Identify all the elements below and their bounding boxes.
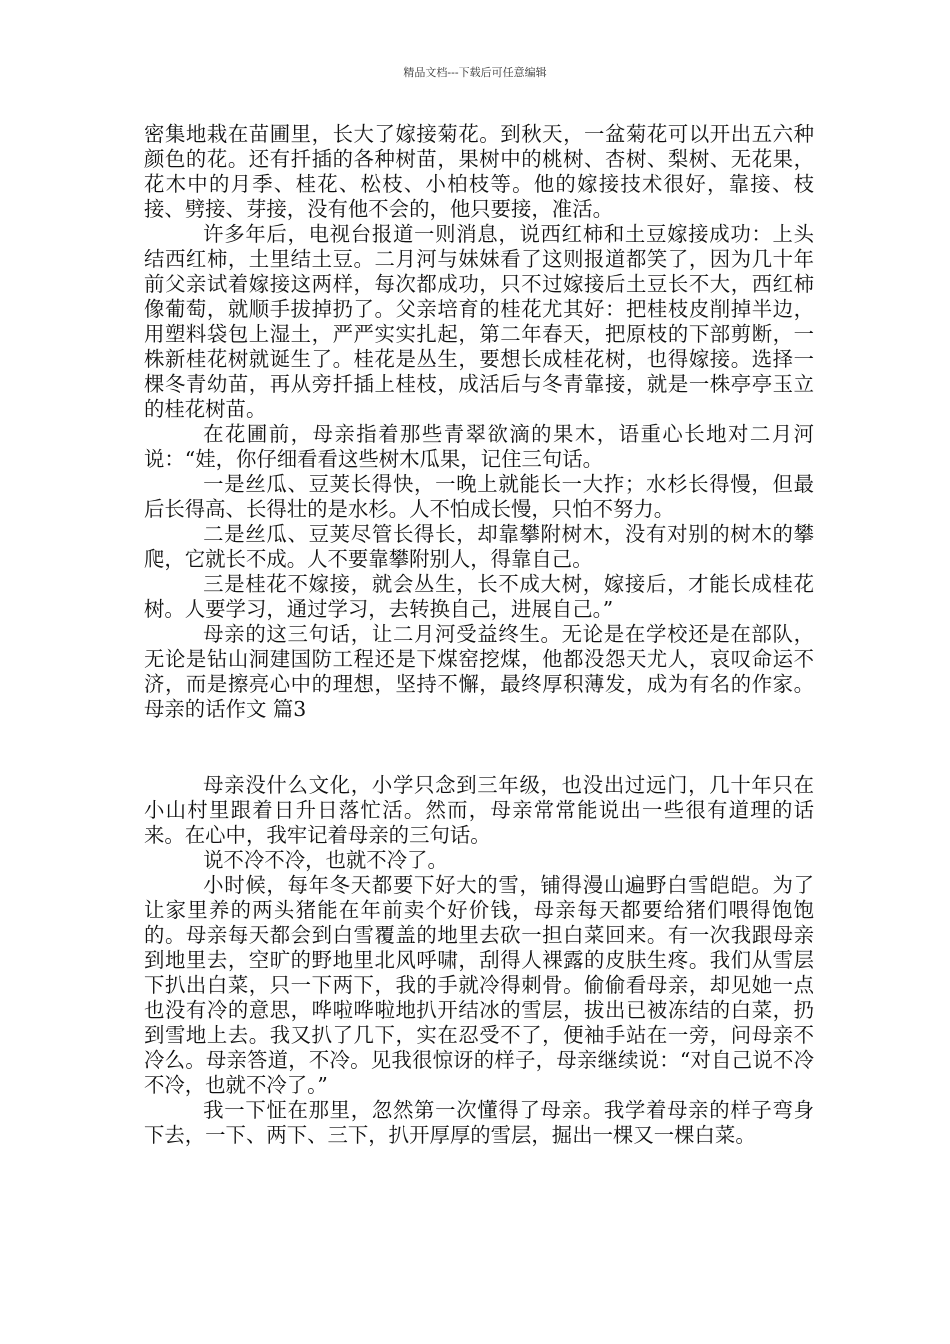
paragraph: 一是丝瓜、豆荚长得快，一晚上就能长一大拃；水杉长得慢，但最后长得高、长得壮的是水杉。人不怕成长慢，只怕不努力。 [144,472,814,521]
paragraph: 许多年后，电视台报道一则消息，说西红柿和土豆嫁接成功：上头结西红柿，土里结土豆。二月河与妹妹看了这则报道都笑了，因为几十年前父亲试着嫁接这两样，每次都成功，只不过嫁接后土豆长不大，西红柿像葡萄，就顺手拔掉扔了。父亲培育的桂花尤其好：把桂枝皮削掉半边，用塑料袋包上湿土，严严实实扎起，第二年春天，把原枝的下部剪断，一株新桂花树就诞生了。桂花是丛生，要想长成桂花树，也得嫁接。选择一棵冬青幼苗，再从旁扦插上桂枝，成活后与冬青靠接，就是一株亭亭玉立的桂花树苗。 [144,222,814,421]
page-header: 精品文档---下载后可任意编辑 [403,66,547,79]
paragraph: 我一下怔在那里，忽然第一次懂得了母亲。我学着母亲的样子弯身下去，一下、两下、三下，扒开厚厚的雪层，掘出一棵又一棵白菜。 [144,1098,814,1147]
paragraph: 母亲没什么文化，小学只念到三年级，也没出过远门，几十年只在小山村里跟着日升日落忙活。然而，母亲常常能说出一些很有道理的话来。在心中，我牢记着母亲的三句话。 [144,773,814,847]
paragraph: 二是丝瓜、豆荚尽管长得长，却靠攀附树木，没有对别的树木的攀爬，它就长不成。人不要靠攀附别人，得靠自己。 [144,522,814,571]
paragraph: 说不冷不冷，也就不冷了。 [203,848,448,872]
paragraph: 密集地栽在苗圃里，长大了嫁接菊花。到秋天，一盆菊花可以开出五六种颜色的花。还有扦插的各种树苗，果树中的桃树、杏树、梨树、无花果，花木中的月季、桂花、松枝、小柏枝等。他的嫁接技术很好，靠接、枝接、劈接、芽接，没有他不会的，他只要接，准活。 [144,122,814,221]
paragraph: 在花圃前，母亲指着那些青翠欲滴的果木，语重心长地对二月河说：“娃，你仔细看看这些树木瓜果，记住三句话。 [144,422,814,471]
paragraph: 三是桂花不嫁接，就会丛生，长不成大树，嫁接后，才能长成桂花树。人要学习，通过学习，去转换自己，进展自己。” [144,572,814,621]
document-body [144,122,814,1148]
paragraph: 母亲的这三句话，让二月河受益终生。无论是在学校还是在部队，无论是钻山洞建国防工程还是下煤窑挖煤，他都没怨天尤人，哀叹命运不济，而是擦亮心中的理想，坚持不懈，最终厚积薄发，成为有名的作家。母亲的话作文 篇3 [144,622,814,721]
section-spacer [144,722,814,773]
paragraph: 小时候，每年冬天都要下好大的雪，铺得漫山遍野白雪皑皑。为了让家里养的两头猪能在年前卖个好价钱，母亲每天都要给猪们喂得饱饱的。母亲每天都会到白雪覆盖的地里去砍一担白菜回来。有一次我跟母亲到地里去，空旷的野地里北风呼啸，刮得人裸露的皮肤生疼。我们从雪层下扒出白菜，只一下两下，我的手就冷得刺骨。偷偷看母亲，却见她一点也没有冷的意思，哗啦哗啦地扒开结冰的雪层，拔出已被冻结的白菜，扔到雪地上去。我又扒了几下，实在忍受不了，便袖手站在一旁，问母亲不冷么。母亲答道，不冷。见我很惊讶的样子，母亲继续说：“对自己说不冷不冷，也就不冷了。” [144,873,814,1097]
